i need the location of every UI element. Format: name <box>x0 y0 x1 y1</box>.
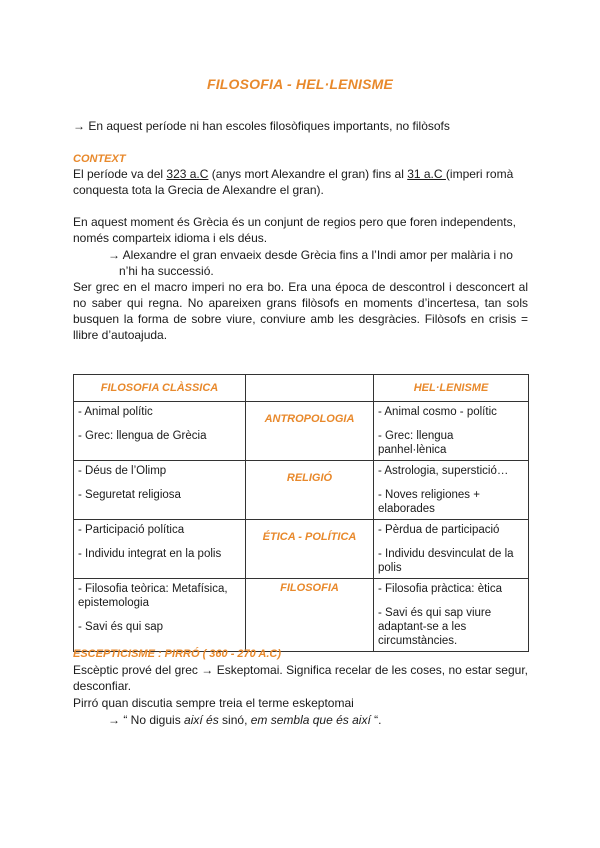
cell-text: - Animal polític <box>78 406 153 418</box>
cell-text: - Grec: llengua de Grècia <box>78 430 207 442</box>
cell-right <box>374 579 529 652</box>
cell-text: - Animal cosmo - polític <box>378 406 497 418</box>
cell-topic <box>246 520 374 579</box>
context-paragraph-2-line-2: només comparteix idioma i els déus. <box>73 231 268 245</box>
context-paragraph-1-line-2: conquesta tota la Grecia de Alexandre el gran). <box>73 183 324 197</box>
cell-topic <box>246 579 374 652</box>
intro-line: → En aquest període ni han escoles filosòfiques importants, no filòsofs <box>73 119 450 133</box>
context-paragraph-4: Ser grec en el macro imperi no era bo. Era una época de descontrol i desconcert al no saber qui regna. No apareixen grans filòsofs en moments d’incertesa, tan sols busquen la forma de sobre viure, conviure amb les desgràcies. Filòsofs en crisis = llibre d’autoajuda. <box>73 280 528 342</box>
cell-left <box>74 520 246 579</box>
cell-text: - Grec: llengua panhel·lènica <box>378 430 454 456</box>
cell-text: - Individu desvinculat de la polis <box>378 548 514 574</box>
table-row <box>74 579 529 652</box>
cell-text: - Noves religiones + elaborades <box>378 489 480 515</box>
topic-label: RELIGIÓ <box>286 472 333 484</box>
cell-left <box>74 461 246 520</box>
text-span: (anys mort Alexandre el gran) fins al <box>208 167 408 181</box>
table-row <box>74 520 529 579</box>
text-span: “. <box>370 713 382 727</box>
cell-text: - Savi és qui sap <box>78 621 164 633</box>
cell-right <box>374 402 529 461</box>
italic-span: em sembla que és així <box>250 713 371 727</box>
scepticism-paragraph-2: Pirró quan discutia sempre treia el terme eskeptomai <box>73 696 354 710</box>
header-hellenism-label: HEL·LENISME <box>413 382 489 394</box>
scepticism-heading: ESCEPTICISME : PIRRÓ ( 360 - 270 A.C) <box>73 648 282 660</box>
date-start: 323 a.C <box>166 167 209 181</box>
table-header-row <box>74 375 529 402</box>
topic-label: ÉTICA - POLÍTICA <box>262 531 357 543</box>
cell-text: - Individu integrat en la polis <box>78 548 222 560</box>
cell-text: - Filosofia pràctica: ètica <box>378 583 502 595</box>
cell-right <box>374 461 529 520</box>
cell-text: - Filosofia teòrica: Metafísica, epistemologia <box>78 583 228 609</box>
context-heading: CONTEXT <box>73 153 126 165</box>
comparison-table <box>73 374 529 652</box>
scepticism-quote <box>108 712 381 728</box>
context-paragraph-2-line-1: En aquest moment és Grècia és un conjunt de regios pero que foren independents, <box>73 215 516 229</box>
cell-text: - Participació política <box>78 524 185 536</box>
date-end: 31 a.C <box>407 167 446 181</box>
cell-text: - Seguretat religiosa <box>78 489 181 501</box>
text-span: sinó, <box>218 713 251 727</box>
context-arrow-line-1: → Alexandre el gran envaeix desde Grècia fins a l’Indi amor per malària i no <box>108 248 513 262</box>
document-title: FILOSOFIA - HEL·LENISME <box>206 76 394 92</box>
cell-text: - Astrologia, superstició… <box>378 465 509 477</box>
text-span: El període va del <box>73 167 167 181</box>
topic-label: FILOSOFIA <box>280 582 339 594</box>
table-row <box>74 461 529 520</box>
cell-topic <box>246 461 374 520</box>
cell-left <box>74 579 246 652</box>
text-span: (imperi romà <box>445 167 514 181</box>
cell-text: - Déus de l’Olimp <box>78 465 167 477</box>
cell-right <box>374 520 529 579</box>
topic-label: ANTROPOLOGIA <box>264 413 355 425</box>
cell-topic <box>246 402 374 461</box>
italic-span: així és <box>184 713 219 727</box>
cell-left <box>74 402 246 461</box>
cell-text: - Savi és qui sap viure adaptant-se a les circumstàncies. <box>378 607 492 647</box>
table-row <box>74 402 529 461</box>
header-classical <box>74 375 246 402</box>
header-empty <box>246 375 374 402</box>
context-arrow-line-2: n’hi ha successió. <box>119 264 214 278</box>
cell-text: - Pèrdua de participació <box>378 524 500 536</box>
header-hellenism <box>374 375 529 402</box>
text-span: → “ No diguis <box>108 713 185 727</box>
context-paragraph-1-line-1 <box>73 166 513 182</box>
header-classical-label: FILOSOFIA CLÀSSICA <box>100 382 219 394</box>
scepticism-paragraph-1: Escèptic prové del grec → Eskeptomai. Significa recelar de les coses, no estar segur, desconfiar. <box>73 663 528 693</box>
